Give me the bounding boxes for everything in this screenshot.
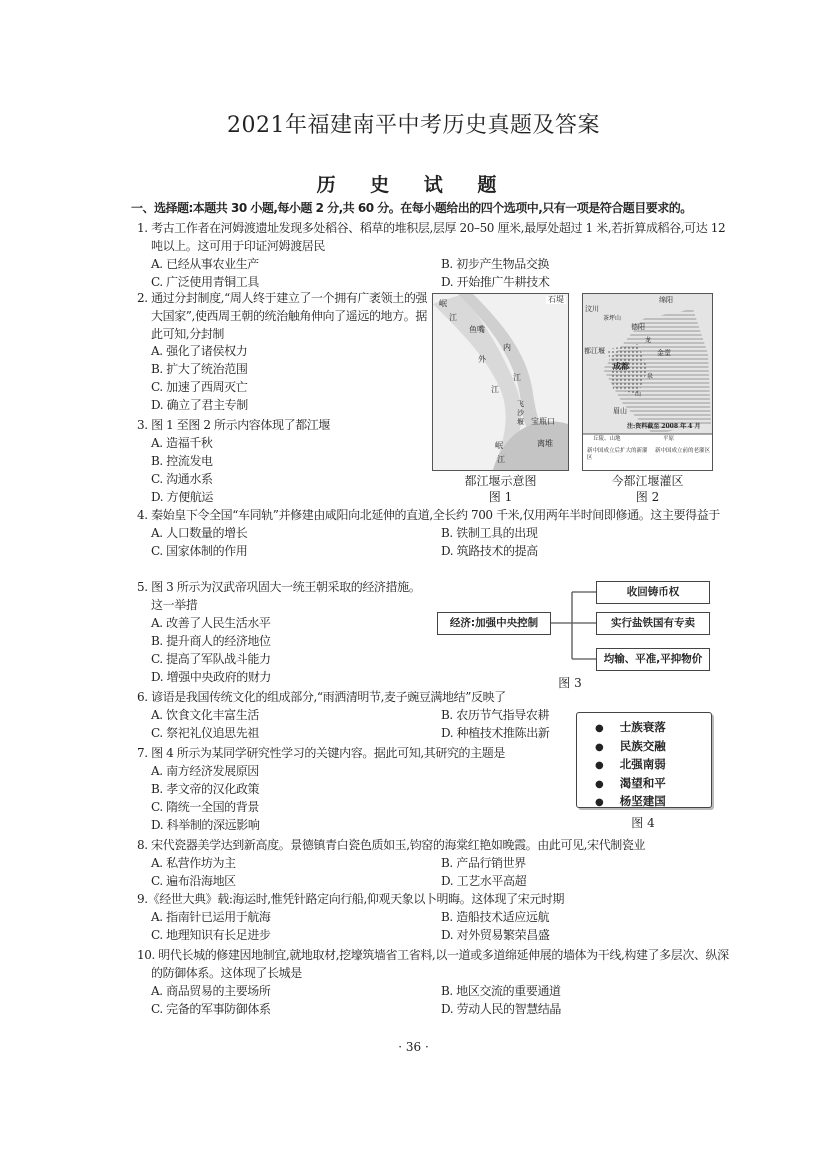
page-number: · 36 ·: [398, 1040, 429, 1054]
question-stem: 4. 秦始皇下令全国“车同轨”并修建由咸阳向北延伸的直道,全长约 700 千米,仅用两年半时间即修通。这主要得益于: [137, 508, 720, 522]
option-d: D. 种植技术推陈出新: [441, 726, 550, 740]
map-label: 泉: [647, 373, 654, 380]
map-label: 离堆: [537, 439, 553, 448]
map-label: 飞沙堰: [517, 400, 524, 426]
option-c: C. 祭祀礼仪追思先祖: [151, 726, 259, 740]
map-label: 茶坪山: [603, 315, 622, 322]
option-a: A. 已经从事农业生产: [151, 257, 259, 271]
map-label: 内: [503, 343, 511, 352]
map-label: 汶川: [585, 305, 599, 313]
scroll-item: ● 士族衰落: [577, 719, 711, 738]
scroll-item: ● 民族交融: [577, 738, 711, 757]
option-a: A. 私营作坊为主: [151, 856, 236, 870]
option-d: D. 对外贸易繁荣昌盛: [441, 928, 550, 942]
option-c: C. 广泛使用青铜工具: [151, 275, 259, 289]
option-d: D. 确立了君主专制: [151, 397, 248, 412]
map-label: 江: [449, 313, 457, 322]
question-stem: 9.《经世大典》载:海运时,惟凭针路定向行船,仰观天象以卜明晦。这体现了宋元时期: [137, 892, 565, 906]
option-b: B. 铁制工具的出现: [441, 526, 538, 540]
option-c: C. 完备的军事防御体系: [151, 1002, 271, 1016]
figure-4-label: 图 4: [631, 816, 655, 830]
map-label: 都江堰: [584, 347, 605, 355]
option-d: D. 科举制的深远影响: [151, 818, 260, 832]
question-stem: 6. 谚语是我国传统文化的组成部分,“雨洒清明节,麦子豌豆满地结”反映了: [137, 690, 506, 704]
option-c: C. 加速了西周灭亡: [151, 379, 248, 394]
option-b: B. 初步产生物品交换: [441, 257, 550, 271]
question-7: [137, 744, 567, 834]
figure-4-scroll: [576, 712, 712, 808]
map-note: 注:资料截至 2008 年 4 月: [627, 423, 701, 430]
question-stem: 5. 图 3 所示为汉武帝巩固大一统王朝采取的经济措施。这一举措: [137, 580, 421, 612]
option-d: D. 增强中央政府的财力: [151, 670, 272, 684]
question-5: [137, 578, 429, 686]
question-stem: 3. 图 1 至图 2 所示内容体现了都江堰: [137, 418, 330, 432]
scroll-item: ● 杨坚建国: [577, 793, 711, 812]
map-label: 宝瓶口: [531, 417, 555, 426]
question-2: [137, 290, 429, 415]
option-a: A. 人口数量的增长: [151, 526, 248, 540]
option-c: C. 国家体制的作用: [151, 544, 248, 558]
map-label: 山: [635, 391, 642, 398]
legend-stone-dike: 石堤: [548, 295, 564, 304]
option-b: B. 孝文帝的汉化政策: [151, 782, 260, 796]
option-a: A. 强化了诸侯权力: [151, 344, 248, 359]
option-a: A. 饮食文化丰富生活: [151, 708, 259, 722]
map-label: 外: [478, 355, 486, 364]
option-d: D. 工艺水平高超: [441, 874, 527, 888]
map-label: 江: [497, 455, 505, 464]
option-d: D. 劳动人民的智慧结晶: [441, 1002, 562, 1016]
option-a: A. 南方经济发展原因: [151, 764, 259, 778]
map-label: 岷: [439, 299, 447, 308]
figure-3-root: 经济:加强中央控制: [437, 612, 551, 635]
map-label: 德阳: [631, 323, 645, 331]
question-8: [137, 836, 729, 890]
option-c: C. 提高了军队战斗能力: [151, 652, 271, 666]
map-label: 眉山: [613, 407, 627, 415]
exam-subtitle: 历 史 试 题: [316, 174, 511, 196]
question-stem: 7. 图 4 所示为某同学研究性学习的关键内容。据此可知,其研究的主题是: [137, 746, 505, 760]
scroll-item: ● 渴望和平: [577, 775, 711, 794]
option-b: B. 扩大了统治范围: [151, 362, 248, 377]
section-header: 一、选择题:本题共 30 小题,每小题 2 分,共 60 分。在每小题给出的四个选项中,只有一项是符合题目要求的。: [131, 201, 692, 215]
question-stem: 8. 宋代瓷器美学达到新高度。景德镇青白瓷色质如玉,钧窑的海棠红艳如晚霞。由此可见,宋代制瓷业: [137, 838, 646, 852]
option-c: C. 沟通水系: [151, 472, 213, 486]
figure-3-connector: [550, 590, 596, 662]
question-1: [137, 219, 729, 291]
option-c: C. 遍布沿海地区: [151, 874, 236, 888]
option-a: A. 造福千秋: [151, 436, 213, 450]
question-3: [137, 416, 429, 506]
option-d: D. 筑路技术的提高: [441, 544, 538, 558]
option-d: D. 开始推广牛耕技术: [441, 275, 550, 289]
question-stem: 10. 明代长城的修建因地制宜,就地取材,挖壕筑墙省工省料,以一道或多道绵延伸展的墙体为干线,构建了多层次、纵深的防御体系。这体现了长城是: [137, 948, 729, 980]
question-stem: 1. 考古工作者在河姆渡遗址发现多处稻谷、稻草的堆积层,层厚 20–50 厘米,最厚处超过 1 米,若折算成稻谷,可达 12 吨以上。这可用于印证河姆渡居民: [137, 221, 726, 253]
option-b: B. 提升商人的经济地位: [151, 634, 271, 648]
option-a: A. 商品贸易的主要场所: [151, 984, 271, 998]
map-label: 岷: [495, 441, 503, 450]
legend-item: 平原: [663, 436, 675, 442]
figure-3-branch: 收回铸币权: [596, 581, 710, 604]
document-title: 2021年福建南平中考历史真题及答案: [227, 113, 600, 138]
option-b: B. 造船技术适应远航: [441, 910, 550, 924]
figure-3-branch: 实行盐铁国有专卖: [596, 612, 710, 635]
option-a: A. 改善了人民生活水平: [151, 616, 271, 630]
question-stem: 2. 通过分封制度,“周人终于建立了一个拥有广袤领土的强大国家”,使西周王朝的统治触角伸向了遥远的地方。据此可知,分封制: [137, 291, 428, 341]
question-10: [137, 946, 729, 1018]
legend-item: 新中国成立前的老灌区: [655, 448, 711, 454]
figure-3-label: 图 3: [558, 676, 582, 690]
figure-2-title: 今都江堰灌区: [611, 474, 684, 488]
figure-1-title: 都江堰示意图: [464, 474, 537, 488]
legend-item: 丘陵、山地: [593, 436, 621, 442]
map-label: 成都: [613, 361, 629, 371]
legend-item: 新中国成立后扩大的新灌区: [587, 448, 648, 461]
figure-2-map: [582, 293, 713, 471]
option-a: A. 指南针已运用于航海: [151, 910, 271, 924]
map-label: 绵阳: [659, 296, 673, 304]
figure-2-label: 图 2: [635, 490, 660, 504]
option-b: B. 产品行销世界: [441, 856, 526, 870]
question-4: [137, 506, 729, 560]
figure-3-branch: 均输、平准,平抑物价: [596, 648, 710, 671]
question-6: [137, 688, 567, 742]
map-label: 江: [491, 385, 499, 394]
figure-1-map: [432, 293, 569, 471]
option-d: D. 方便航运: [151, 490, 214, 504]
question-9: [137, 890, 729, 944]
map-label: 金堂: [657, 349, 671, 357]
figure-1-label: 图 1: [488, 490, 513, 504]
map-label: 龙: [645, 337, 652, 344]
option-c: C. 地理知识有长足进步: [151, 928, 271, 942]
option-b: B. 地区交流的重要通道: [441, 984, 561, 998]
map-label: 江: [513, 373, 521, 382]
scroll-item: ● 北强南弱: [577, 756, 711, 775]
option-c: C. 隋统一全国的背景: [151, 800, 259, 814]
map-label: 鱼嘴: [469, 325, 485, 334]
option-b: B. 农历节气指导农耕: [441, 708, 550, 722]
option-b: B. 控流发电: [151, 454, 213, 468]
